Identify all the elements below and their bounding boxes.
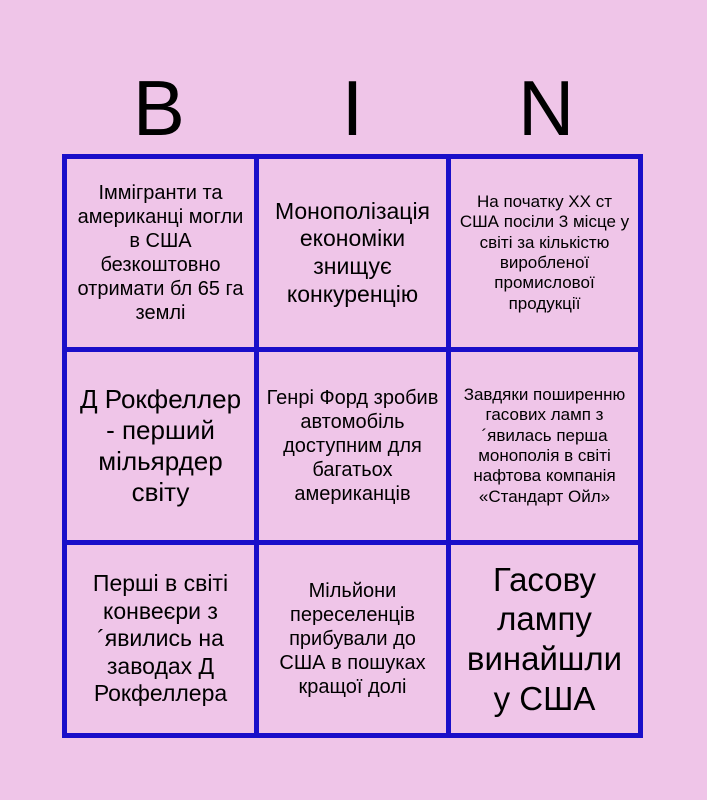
bingo-cell-text: Гасову лампу винайшли у США: [466, 560, 623, 717]
bingo-cell-2[interactable]: [259, 159, 446, 347]
bingo-cell-9[interactable]: [451, 545, 638, 733]
header-letter-i: I: [341, 64, 364, 152]
header-letter-b: B: [132, 64, 185, 152]
bingo-cell-text: Д Рокфеллер - перший мільярдер світу: [79, 383, 242, 508]
bingo-cell-text: Іммігранти та американці могли в США безкоштовно отримати бл 65 га землі: [77, 182, 244, 324]
bingo-cell-text: Монополізація економіки знищує конкуренцію: [274, 197, 431, 307]
bingo-cell-3[interactable]: [451, 159, 638, 347]
bingo-board: [62, 154, 643, 738]
bingo-cell-5[interactable]: [259, 352, 446, 540]
bingo-cell-4[interactable]: [67, 352, 254, 540]
bingo-cell-text: На початку ХХ ст США посіли 3 місце у світі за кількістю виробленої промислової продукції: [459, 191, 630, 313]
bingo-cell-text: Генрі Форд зробив автомобіль доступним для багатьох американців: [266, 387, 439, 505]
bingo-cell-1[interactable]: [67, 159, 254, 347]
header-letter-n: N: [517, 64, 575, 152]
bingo-header: [62, 62, 643, 154]
bingo-cell-text: Перші в світі конвеєри з ´явились на заводах Д Рокфеллера: [92, 570, 229, 707]
bingo-cell-8[interactable]: [259, 545, 446, 733]
bingo-cell-text: Мільйони переселенців прибували до США в пошуках кращої долі: [279, 580, 426, 698]
bingo-cell-6[interactable]: [451, 352, 638, 540]
bingo-cell-7[interactable]: [67, 545, 254, 733]
bingo-cell-text: Завдяки поширенню гасових ламп з ´явилась перша монополія в світі нафтова компанія «Стандарт Ойл»: [463, 384, 626, 506]
